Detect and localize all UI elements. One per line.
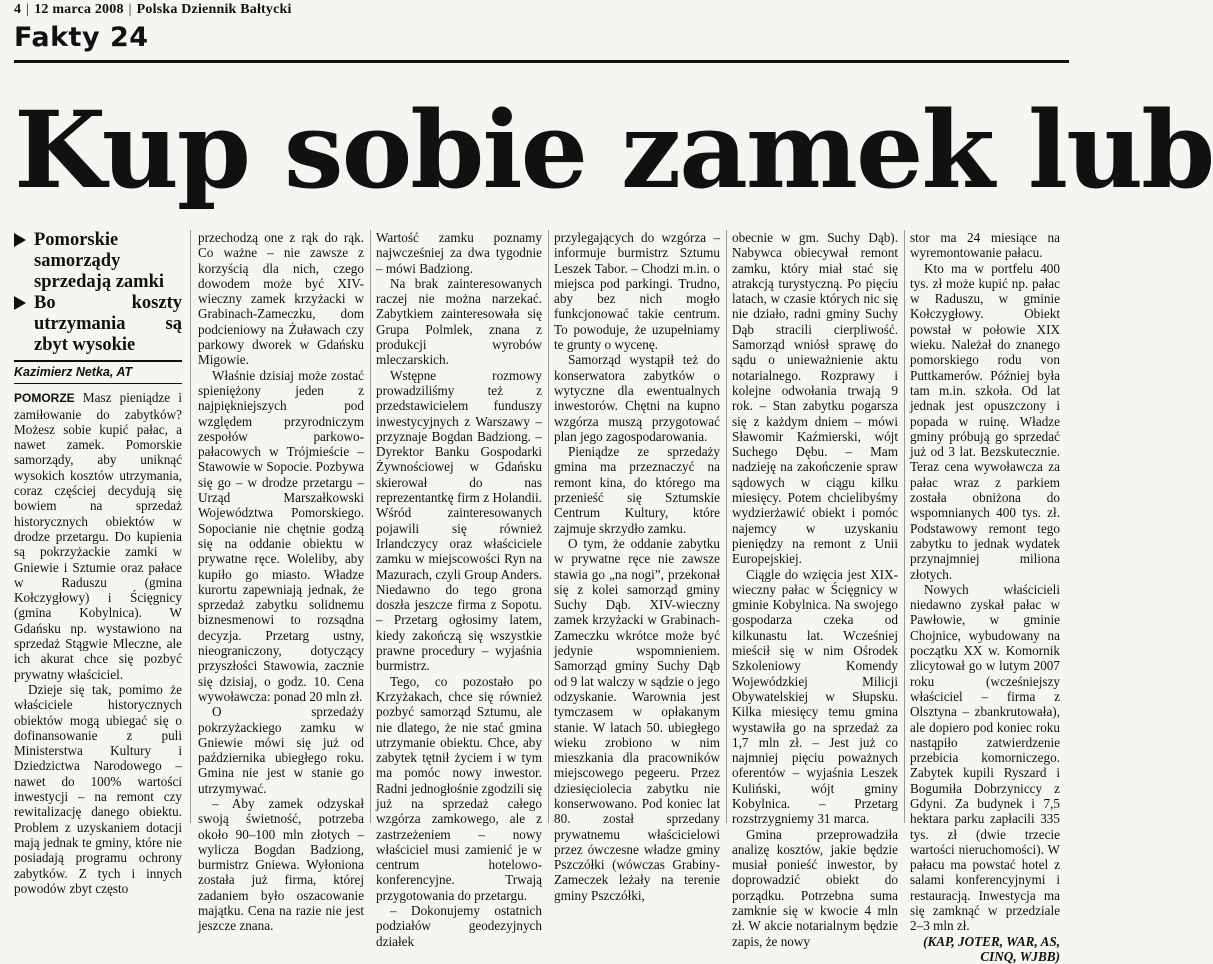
paragraph: O sprzedaży pokrzyżackiego zamku w Gniewie mówi się już od października ubiegłego roku. Gmina nie jest w stanie go utrzymywać. <box>198 704 364 796</box>
paragraph: Wartość zamku poznamy najwcześniej za dwa tygodnie – mówi Badziong. <box>376 230 542 276</box>
column-divider <box>726 230 727 823</box>
paragraph: stor ma 24 miesiące na wyremontowanie pałacu. <box>910 230 1060 261</box>
paragraph: Gmina przeprowadziła analizę kosztów, jakie będzie musiał ponieść inwestor, by doprowadzić obiekt do porządku. Potrzebna suma zamknie się w kwocie 4 mln zł. W akcie notarialnym będzie zapis, że nowy <box>732 826 898 949</box>
lead-item: Bo koszty utrzymania są zbyt wysokie <box>14 293 182 356</box>
paragraph: O tym, że oddanie zabytku w prywatne ręce nie zawsze stawia go „na nogi”, przekonał się z kolei samorząd gminy Suchy Dąb. XIV-wieczny zamek krzyżacki w Grabinach-Zameczku wkrótce może być jedynie wspomnieniem. Samorząd gminy Suchy Dąb od 9 lat walczy w sądzie o jego odzyskanie. Warownia jest tymczasem w opłakanym stanie. W latach 50. ubiegłego wieku zrobiono w nim mieszkania dla pracowników miejscowego pegeeru. Przez dziesięciolecia zabytku nie konserwowano. Pod koniec lat 80. został sprzedany prywatnemu właścicielowi przez ówczesne władze gminy Pszczółki (wówczas Grabiny-Zameczek leżały na terenie gminy Pszczółki, <box>554 535 720 903</box>
triangle-bullet-icon <box>14 233 26 247</box>
author-signature: (KAP, JOTER, WAR, AS, CINQ, WJBB) <box>923 933 1060 964</box>
paragraph: – Aby zamek odzyskał swoją świetność, potrzeba około 90–100 mln złotych – wylicza Bogdan Badziong, burmistrz Gniewa. Wyłoniona została już firma, której zadaniem było oszacowanie majątku. Cena na razie nie jest jeszcze znana. <box>198 795 364 934</box>
paragraph: POMORZE Masz pieniądze i zamiłowanie do zabytków? Możesz sobie kupić pałac, a nawet zamek. Pomorskie samorządy, aby uniknąć wysokich kosztów utrzymania, coraz częściej decydują się bowiem na sprzedaż historycznych obiektów w drodze przetargu. Do kupienia są pokrzyżackie zamki w Gniewie i Sztumie oraz pałace w Raduszu (gmina Kołczygłowy) i Ścięgnicy (gmina Kobylnica). W Gdańsku np. wystawiono na sprzedaż Stągwie Mleczne, ale ich akurat chce się pozbyć prywatny właściciel. <box>14 390 182 682</box>
dateline-place: POMORZE <box>14 391 75 406</box>
byline: Kazimierz Netka, AT <box>14 360 182 384</box>
paragraph: obecnie w gm. Suchy Dąb). Nabywca obiecywał remont zamku, który miał stać się atrakcją turystyczną. Po pięciu latach, w czasie których nic się nie działo, radni gminy Suchy Dąb stracili cierpliwość. Samorząd wniósł sprawę do sądu o unieważnienie aktu notarialnego. Rozprawy i kolejne odwołania trwają 9 rok. – Stan zabytku pogarsza się z każdym dniem – mówi Sławomir Kaźmierski, wójt Suchego Dębu. – Mam nadzieję na zakończenie spraw sądowych w ciągu kilku miesięcy. Potem chcielibyśmy wydzierżawić obiekt i pomóc najemcy w uzyskaniu pieniędzy na remont z Unii Europejskiej. <box>732 230 898 567</box>
headline: Kup sobie zamek lub <box>14 87 1213 212</box>
article-column-2 <box>198 230 364 934</box>
article-column-5 <box>732 230 898 949</box>
paragraph: Wstępne rozmowy prowadziliśmy też z przedstawicielem funduszy inwestycyjnych z Warszawy – przyznaje Bogdan Badziong. – Dyrektor Banku Gospodarki Żywnościowej w Gdańsku skierował do nas reprezentantkę firm z Holandii. Wśród zainteresowanych pojawili się również Irlandczycy oraz właściciele zamku w miejscowości Ryn na Mazurach, czyli Group Anders. Niedawno do tego grona doszła jeszcze firma z Sopotu. – Przetarg ogłosimy latem, kiedy zakończą się wszystkie prawne procedury – wyjaśnia burmistrz. <box>376 367 542 674</box>
column-divider <box>548 230 549 823</box>
paragraph: Nowych właścicieli niedawno zyskał pałac w Pawłowie, w gminie Chojnice, wybudowany na początku XX w. Komornik zlicytował go w lutym 2007 roku (wcześniejszy właściciel – firma z Olsztyna – zbankrutowała), ale dopiero pod koniec roku nastąpiło zatwierdzenie przebicia komorniczego. Zabytek kupili Ryszard i Bogumiła Dobrzyniccy z Gdyni. Za budynek i 7,5 hektara parku zapłacili 335 tys. zł (dwie trzecie wartości nieruchomości). W pałacu ma powstać hotel z salami konferencyjnymi i restauracją. Inwestycja ma się zamknąć w przedziale 2–3 mln zł. <box>910 581 1060 934</box>
article-column-3 <box>376 230 542 949</box>
column-divider <box>370 230 371 823</box>
header-rule <box>14 60 1069 63</box>
article-columns <box>14 230 1064 964</box>
page-header: 4 | 12 marca 2008 | Polska Dziennik Bałtycki <box>14 2 292 17</box>
paragraph: Pieniądze ze sprzedaży gmina ma przeznaczyć na remont kina, do którego ma przenieść się Sztumskie Centrum Kultury, które zajmuje skrzydło zamku. <box>554 444 720 536</box>
newspaper-name: Polska Dziennik Bałtycki <box>136 2 292 17</box>
column-divider <box>190 230 191 823</box>
triangle-bullet-icon <box>14 296 26 310</box>
paragraph: Dzieje się tak, pomimo że właściciele historycznych obiektów mogą ubiegać się o dofinansowanie z puli Ministerstwa Kultury i Dziedzictwa Narodowego – nawet do 100% wartości inwestycji – na remont czy rewitalizację danego obiektu. Problem z uzyskaniem dotacji mają jednak te gminy, które nie posiadają programu ochrony zabytków. Z tych i innych powodów zbyt często <box>14 681 182 896</box>
paragraph: Kto ma w portfelu 400 tys. zł może kupić np. pałac w Raduszu, w gminie Kołczygłowy. Obiekt powstał w połowie XIX wieku. Należał do znanego pomorskiego rodu von Puttkamerów. Później była tam m.in. szkoła. Od lat jednak jest opuszczony i popada w ruinę. Władze gminy próbują go sprzedać już od 3 lat. Bezskutecznie. Teraz cena wywoławcza za pałac wraz z parkiem została obniżona do wspomnianych 400 tys. zł. Podstawowy remont tego zabytku to jednak wydatek przynajmniej miliona złotych. <box>910 260 1060 582</box>
paragraph: Właśnie dzisiaj może zostać spieniężony jeden z najpiękniejszych pod względem przyrodniczym zespołów parkowo-pałacowych w Trójmieście – Stawowie w Sopocie. Pozbywa się go – w drodze przetargu – Urząd Marszałkowski Województwa Pomorskiego. Sopocianie nie chętnie godzą się na oddanie obiektu w prywatne ręce. Woleliby, aby kupiło go miasto. Władze kurortu zapewniają jednak, że sprzedaż zabytku solidnemu biznesmenowi to rozsądna decyzja. Przetarg ustny, nieograniczony, dotyczący przyszłości Stawowia, zacznie się dzisiaj, o godz. 10. Cena wywoławcza: ponad 20 mln zł. <box>198 367 364 704</box>
issue-date: 12 marca 2008 <box>34 2 124 17</box>
article-column-6 <box>910 230 1060 964</box>
paragraph: – Dokonujemy ostatnich podziałów geodezyjnych działek <box>376 903 542 949</box>
paragraph: Tego, co pozostało po Krzyżakach, chce się również pozbyć samorząd Sztumu, ale nie dlatego, że nie stać gmina utrzymanie obiektu. Chce, aby zabytek tętnił życiem i w tym ma pomóc nowy inwestor. Radni jednogłośnie zgodzili się już na sprzedaż całego wzgórza zamkowego, ale z zastrzeżeniem – nowy właściciel musi zamienić je w centrum hotelowo-konferencyjne. Trwają przygotowania do przetargu. <box>376 673 542 903</box>
article-column-1 <box>14 230 182 896</box>
page-number: 4 <box>14 2 22 17</box>
paragraph: Na brak zainteresowanych raczej nie można narzekać. Zabytkiem zainteresowała się Grupa Polmlek, znana z produkcji wyrobów mleczarskich. <box>376 275 542 368</box>
article-column-4 <box>554 230 720 903</box>
paragraph: Samorząd wystąpił też do konserwatora zabytków o wytyczne dla ewentualnych inwestorów. Chętni na kupno wzgórza muszą przygotować plan jego zagospodarowania. <box>554 352 720 444</box>
paragraph: Ciągle do wzięcia jest XIX-wieczny pałac w Ścięgnicy w gminie Kobylnica. Na swojego gospodarza czeka od kilkunastu lat. Wcześniej mieścił się w nim Ośrodek Szkoleniowy Komendy Wojewódzkiej Milicji Obywatelskiej w Słupsku. Kilka miesięcy temu gmina wystawiła go na sprzedaż za 1,7 mln zł. – Jest już co najmniej pięciu poważnych oferentów – wyjaśnia Leszek Kuliński, wójt gminy Kobylnica. – Przetarg rozstrzygniemy 31 marca. <box>732 566 898 827</box>
column-divider <box>904 230 905 823</box>
section-title: Fakty 24 <box>14 22 149 53</box>
paragraph: przechodzą one z rąk do rąk. Co ważne – nie zawsze z korzyścią dla nich, czego dowodem może być XIV-wieczny zamek krzyżacki w Grabinach-Zameczku, dom podcieniowy na Żuławach czy parkowy dworek w Gdańsku Migowie. <box>198 230 364 368</box>
lead-bullets <box>14 230 182 356</box>
lead-item: Pomorskie samorządy sprzedają zamki <box>14 230 182 293</box>
paragraph: przylegających do wzgórza – informuje burmistrz Sztumu Leszek Tabor. – Chodzi m.in. o miejsca pod parkingi. Trudno, aby bez nich mogło funkcjonować takie centrum. To powoduje, że uzupełniamy te grunty o wycenę. <box>554 230 720 353</box>
